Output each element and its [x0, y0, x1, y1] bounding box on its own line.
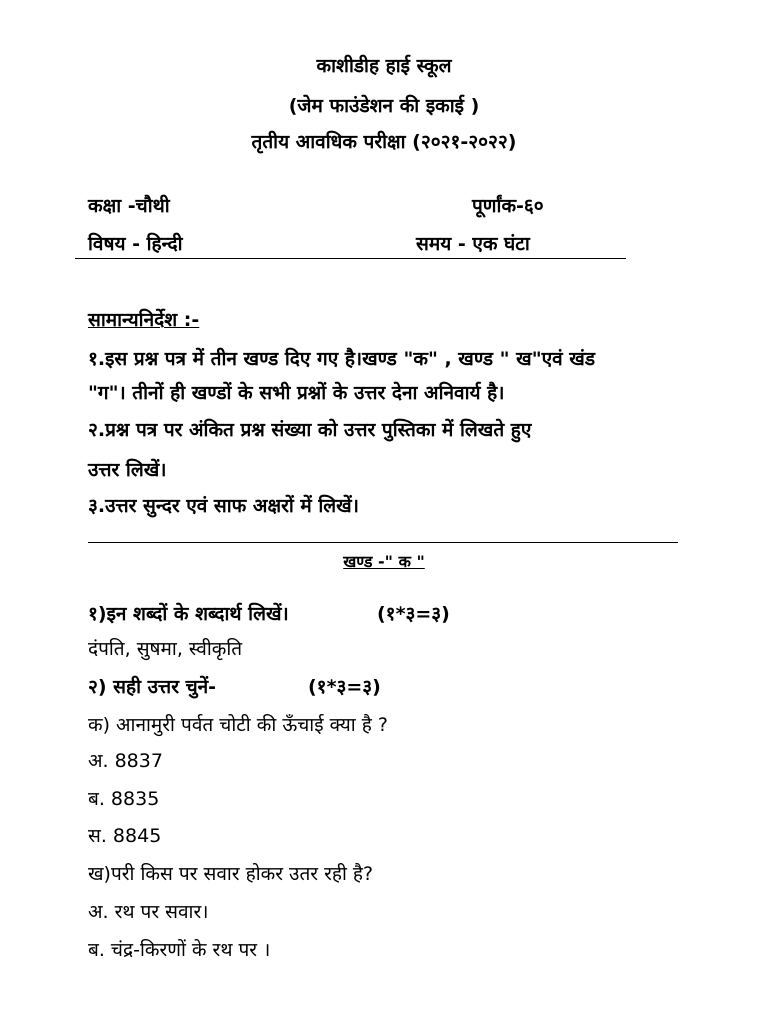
school-unit: (जेम फाउंडेशन की इकाई ): [288, 95, 480, 117]
subject-label: विषय - हिन्दी: [88, 233, 183, 255]
class-label: कक्षा -चौथी: [88, 195, 170, 217]
instruction-line: "ग"। तीनों ही खण्डों के सभी प्रश्नों के उत्तर देना अनिवार्य है।: [88, 382, 505, 404]
instruction-line: ३.उत्तर सुन्दर एवं साफ अक्षरों में लिखें।: [88, 495, 359, 517]
option: ब. 8835: [88, 788, 160, 810]
school-name: काशीडीह हाई स्कूल: [316, 55, 452, 77]
time-label: समय - एक घंटा: [416, 233, 530, 255]
option: अ. 8837: [88, 750, 163, 772]
section-divider: [88, 542, 678, 543]
option: स. 8845: [88, 825, 162, 847]
section-title: खण्ड -" क ": [343, 552, 425, 571]
instruction-line: उत्तर लिखें।: [88, 459, 167, 481]
instruction-line: १.इस प्रश्न पत्र में तीन खण्ड दिए गए है।खण्ड "क" , खण्ड " ख"एवं खंड: [88, 348, 595, 370]
option: अ. रथ पर सवार।: [88, 901, 209, 923]
question-2-marks: (१*३=३): [308, 676, 381, 698]
instruction-line: २.प्रश्न पत्र पर अंकित प्रश्न संख्या को उत्तर पुस्तिका में लिखते हुए: [88, 419, 532, 441]
question-1: १)इन शब्दों के शब्दार्थ लिखें।: [88, 603, 289, 625]
question-2a: क) आनामुरी पर्वत चोटी की ऊँचाई क्या है ?: [88, 714, 388, 736]
question-2b: ख)परी किस पर सवार होकर उतर रही है?: [88, 863, 374, 885]
total-marks-label: पूर्णांक-६०: [472, 195, 544, 217]
question-1-marks: (१*३=३): [377, 603, 450, 625]
question-2: २) सही उत्तर चुनें-: [88, 676, 217, 698]
question-1-words: दंपति, सुषमा, स्वीकृति: [88, 638, 243, 660]
option: ब. चंद्र-किरणों के रथ पर ।: [88, 939, 271, 961]
instructions-heading: सामान्यनिर्देश :-: [88, 309, 200, 331]
exam-title: तृतीय आवधिक परीक्षा (२०२१-२०२२): [251, 131, 517, 153]
header-divider: [75, 258, 626, 259]
